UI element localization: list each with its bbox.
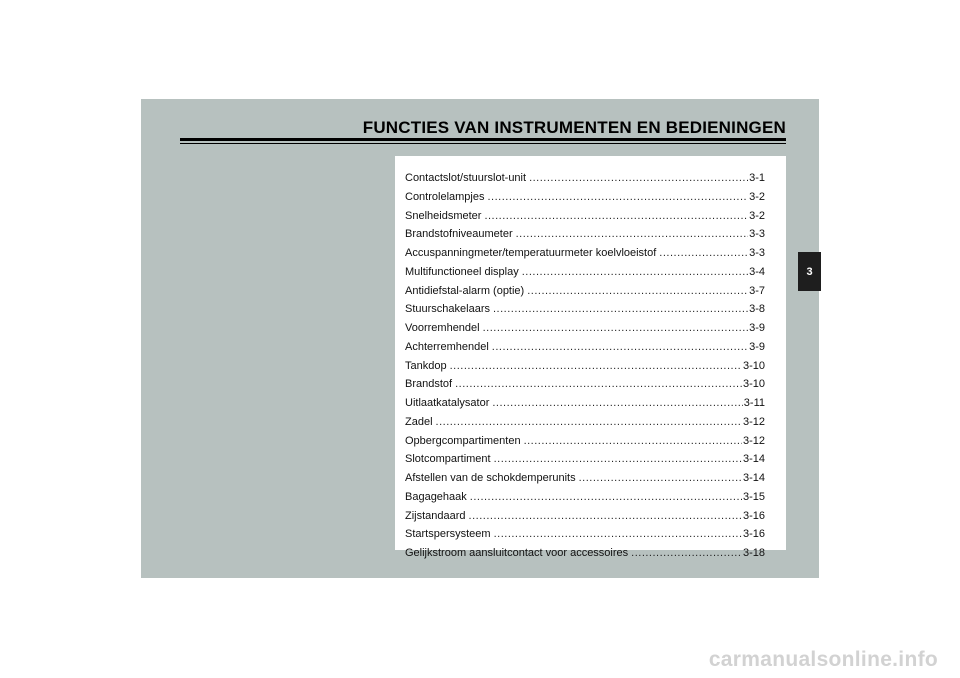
toc-entry[interactable] bbox=[405, 397, 765, 416]
toc-entry-label: Multifunctioneel display bbox=[405, 265, 519, 278]
toc-entry-label: Bagagehaak bbox=[405, 490, 467, 503]
toc-entry-label: Startspersysteem bbox=[405, 528, 491, 541]
toc-leader-dots bbox=[493, 303, 748, 315]
toc-entry[interactable] bbox=[405, 360, 765, 379]
toc-leader-dots bbox=[436, 416, 742, 428]
toc-entry[interactable] bbox=[405, 510, 765, 529]
toc-entry-page: 3-12 bbox=[742, 415, 765, 428]
title-rule bbox=[180, 138, 786, 141]
toc-entry-label: Slotcompartiment bbox=[405, 453, 491, 466]
toc-entry-label: Controlelampjes bbox=[405, 190, 485, 203]
toc-leader-dots bbox=[631, 547, 742, 559]
toc-leader-dots bbox=[470, 491, 742, 503]
toc-leader-dots bbox=[516, 228, 748, 240]
toc-entry-label: Tankdop bbox=[405, 359, 447, 372]
toc-entry-label: Uitlaatkatalysator bbox=[405, 397, 490, 409]
toc-entry-page: 3-2 bbox=[749, 209, 765, 222]
toc-entry-label: Afstellen van de schokdemperunits bbox=[405, 472, 576, 484]
toc-list bbox=[405, 172, 765, 566]
toc-entry-page: 3-16 bbox=[742, 509, 765, 522]
toc-entry-page: 3-11 bbox=[743, 397, 765, 409]
toc-entry-label: Stuurschakelaars bbox=[405, 303, 490, 316]
toc-leader-dots bbox=[579, 472, 742, 484]
toc-leader-dots bbox=[522, 266, 748, 278]
toc-entry[interactable] bbox=[405, 378, 765, 397]
toc-entry-page: 3-3 bbox=[749, 247, 765, 259]
toc-entry-page: 3-8 bbox=[749, 303, 765, 316]
toc-entry[interactable] bbox=[405, 472, 765, 491]
table-of-contents bbox=[395, 156, 786, 559]
toc-entry-label: Gelijkstroom aansluitcontact voor accessoires bbox=[405, 547, 629, 559]
toc-entry-page: 3-3 bbox=[749, 228, 765, 241]
toc-entry-label: Zijstandaard bbox=[405, 509, 466, 522]
toc-entry[interactable] bbox=[405, 210, 765, 229]
toc-entry[interactable] bbox=[405, 547, 765, 566]
toc-entry-label: Accuspanningmeter/temperatuurmeter koelvloeistof bbox=[405, 247, 657, 259]
toc-entry-page: 3-9 bbox=[749, 322, 765, 334]
page-title: FUNCTIES VAN INSTRUMENTEN EN BEDIENINGEN bbox=[362, 118, 786, 137]
chapter-tab[interactable]: 3 bbox=[798, 252, 821, 291]
toc-entry-page: 3-10 bbox=[742, 359, 765, 372]
toc-entry-page: 3-4 bbox=[749, 265, 765, 278]
toc-entry-page: 3-14 bbox=[742, 472, 765, 484]
page-header bbox=[180, 118, 786, 148]
toc-entry-label: Achterremhendel bbox=[405, 340, 489, 353]
toc-entry-page: 3-14 bbox=[742, 453, 765, 466]
toc-entry-label: Opbergcompartimenten bbox=[405, 434, 521, 447]
toc-leader-dots bbox=[483, 322, 748, 334]
toc-entry-page: 3-15 bbox=[742, 490, 765, 503]
toc-leader-dots bbox=[455, 378, 742, 390]
toc-entry[interactable] bbox=[405, 247, 765, 266]
toc-entry-page: 3-9 bbox=[749, 340, 765, 353]
toc-leader-dots bbox=[494, 528, 742, 540]
toc-entry-label: Brandstofniveaumeter bbox=[405, 228, 513, 241]
toc-entry[interactable] bbox=[405, 416, 765, 435]
toc-entry[interactable] bbox=[405, 285, 765, 304]
toc-leader-dots bbox=[529, 172, 748, 184]
toc-entry[interactable] bbox=[405, 266, 765, 285]
toc-leader-dots bbox=[492, 341, 748, 353]
toc-leader-dots bbox=[527, 285, 748, 297]
toc-entry-label: Brandstof bbox=[405, 378, 453, 391]
watermark: carmanualsonline.info bbox=[708, 648, 938, 671]
toc-entry-page: 3-7 bbox=[749, 284, 765, 297]
toc-entry[interactable] bbox=[405, 453, 765, 472]
toc-entry[interactable] bbox=[405, 528, 765, 547]
toc-leader-dots bbox=[487, 191, 748, 203]
toc-leader-dots bbox=[469, 510, 742, 522]
toc-entry[interactable] bbox=[405, 303, 765, 322]
toc-leader-dots bbox=[492, 397, 742, 409]
toc-entry[interactable] bbox=[405, 491, 765, 510]
toc-leader-dots bbox=[659, 247, 748, 259]
toc-entry[interactable] bbox=[405, 341, 765, 360]
toc-entry-page: 3-18 bbox=[742, 547, 765, 559]
toc-entry-label: Voorremhendel bbox=[405, 322, 480, 334]
toc-entry-label: Antidiefstal-alarm (optie) bbox=[405, 284, 525, 297]
toc-entry-page: 3-2 bbox=[749, 190, 765, 203]
toc-entry-page: 3-16 bbox=[742, 528, 765, 541]
toc-entry-label: Zadel bbox=[405, 415, 433, 428]
toc-leader-dots bbox=[450, 360, 742, 372]
toc-entry-page: 3-12 bbox=[742, 434, 765, 447]
toc-leader-dots bbox=[524, 435, 742, 447]
toc-entry[interactable] bbox=[405, 435, 765, 454]
toc-entry-page: 3-10 bbox=[742, 378, 765, 391]
toc-entry-label: Contactslot/stuurslot-unit bbox=[405, 172, 527, 184]
toc-entry-label: Snelheidsmeter bbox=[405, 209, 482, 222]
toc-entry[interactable] bbox=[405, 322, 765, 341]
toc-entry[interactable] bbox=[405, 228, 765, 247]
title-rule-thin bbox=[180, 143, 786, 144]
toc-entry[interactable] bbox=[405, 172, 765, 191]
toc-entry[interactable] bbox=[405, 191, 765, 210]
toc-leader-dots bbox=[494, 453, 742, 465]
toc-leader-dots bbox=[484, 210, 748, 222]
toc-entry-page: 3-1 bbox=[749, 172, 765, 184]
